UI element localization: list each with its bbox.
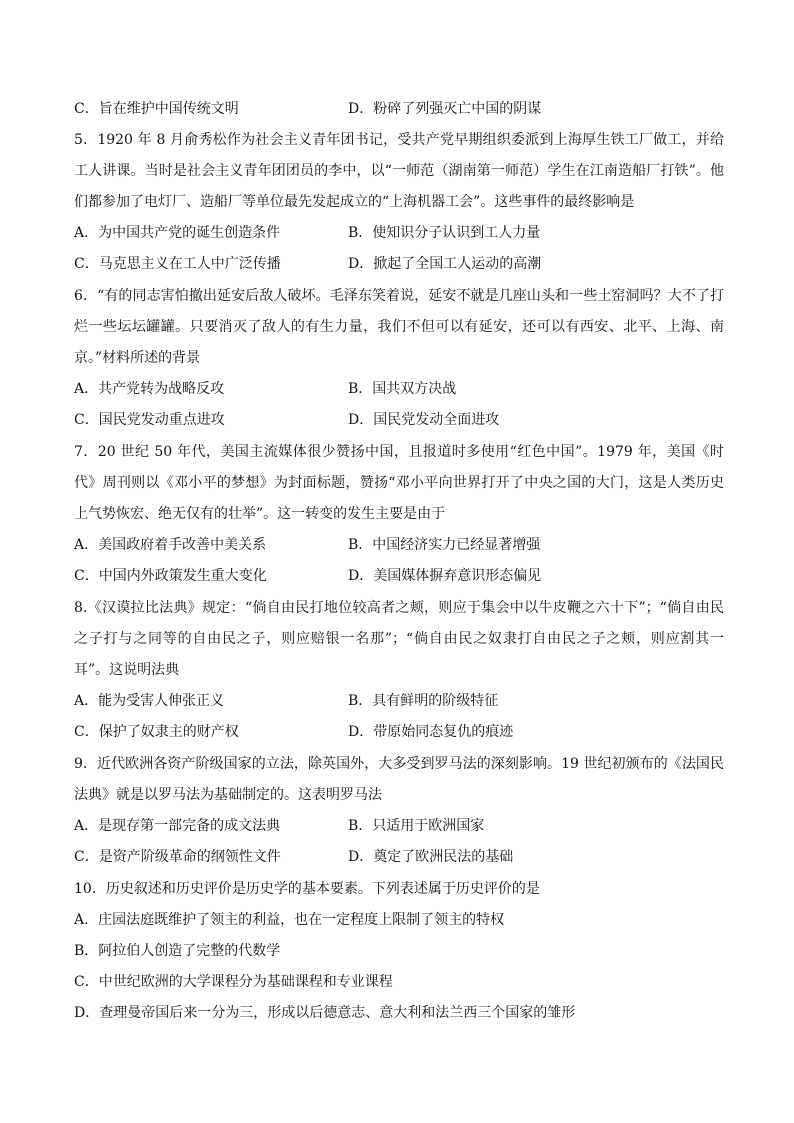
option-d[interactable]: D．查理曼帝国后来一分为三，形成以后德意志、意大利和法兰西三个国家的雏形 (74, 1005, 576, 1021)
question-8 (74, 593, 724, 748)
option-a[interactable]: A．是现存第一部完备的成文法典 (74, 818, 281, 834)
option-b[interactable]: B．国共双方决战 (348, 381, 457, 397)
question-5-options (74, 218, 724, 280)
option-a[interactable]: A．共产党转为战略反攻 (74, 381, 225, 397)
option-c[interactable]: C．保护了奴隶主的财产权 (74, 724, 239, 740)
option-d[interactable]: D．粉碎了列强灭亡中国的阴谋 (348, 101, 542, 117)
question-6-options (74, 374, 724, 436)
option-b[interactable]: B．使知识分子认识到工人力量 (348, 225, 541, 241)
question-6 (74, 281, 724, 436)
option-a[interactable]: A．能为受害人伸张正义 (74, 693, 225, 709)
question-7-stem: 7．20 世纪 50 年代，美国主流媒体很少赞扬中国，且报道时多使用“红色中国”。1979 年，美国《时代》周刊则以《邓小平的梦想》为封面标题，赞扬“邓小平向世界打开了中央之国的大门，这是人类历史上气势恢宏、绝无仅有的壮举”。这一转变的发生主要是由于 (74, 444, 724, 522)
option-d[interactable]: D．带原始同态复仇的痕迹 (348, 724, 514, 740)
option-c[interactable]: C．马克思主义在工人中广泛传播 (74, 256, 281, 272)
question-4-options (74, 94, 724, 125)
option-b[interactable]: B．只适用于欧洲国家 (348, 818, 485, 834)
option-a[interactable]: A．为中国共产党的诞生创造条件 (74, 225, 281, 241)
option-a[interactable]: A．美国政府着手改善中美关系 (74, 537, 267, 553)
question-6-stem: 6．“有的同志害怕撤出延安后敌人破坏。毛泽东笑着说，延安不就是几座山头和一些土窑洞吗？大不了打烂一些坛坛罐罐。只要消灭了敌人的有生力量，我们不但可以有延安，还可以有西安、北平、上海、南京。”材料所述的背景 (74, 288, 724, 366)
question-8-options (74, 686, 724, 748)
question-9 (74, 749, 724, 873)
option-d[interactable]: D．奠定了欧洲民法的基础 (348, 849, 514, 865)
question-5 (74, 125, 724, 280)
option-a[interactable]: A．庄园法庭既维护了领主的利益，也在一定程度上限制了领主的特权 (74, 912, 505, 928)
question-9-options (74, 811, 724, 873)
question-4-tail (74, 94, 724, 125)
option-b[interactable]: B．阿拉伯人创造了完整的代数学 (74, 943, 281, 959)
option-c[interactable]: C．是资产阶级革命的纲领性文件 (74, 849, 281, 865)
option-c[interactable]: C．中世纪欧洲的大学课程分为基础课程和专业课程 (74, 974, 393, 990)
option-b[interactable]: B．具有鲜明的阶级特征 (348, 693, 499, 709)
question-5-stem: 5．1920 年 8 月俞秀松作为社会主义青年团书记，受共产党早期组织委派到上海厚生铁工厂做工，并给工人讲课。当时是社会主义青年团团员的李中，以“一师范（湖南第一师范）学生在江南造船厂打铁”。他们都参加了电灯厂、造船厂等单位最先发起成立的“上海机器工会”。这些事件的最终影响是 (74, 132, 724, 210)
option-d[interactable]: D．国民党发动全面进攻 (348, 412, 500, 428)
question-7-options (74, 530, 724, 592)
question-7 (74, 437, 724, 592)
question-8-stem: 8.《汉谟拉比法典》规定：“倘自由民打地位较高者之颊，则应于集会中以牛皮鞭之六十下”；“倘自由民之子打与之同等的自由民之子，则应赔银一名那”；“倘自由民之奴隶打自由民之子之颊，则应割其一耳”。这说明法典 (74, 600, 724, 678)
option-c[interactable]: C．中国内外政策发生重大变化 (74, 568, 267, 584)
question-10-stem: 10．历史叙述和历史评价是历史学的基本要素。下列表述属于历史评价的是 (74, 881, 540, 897)
question-9-stem: 9．近代欧洲各资产阶级国家的立法，除英国外，大多受到罗马法的深刻影响。19 世纪初颁布的《法国民法典》就是以罗马法为基础制定的。这表明罗马法 (74, 756, 724, 803)
option-b[interactable]: B．中国经济实力已经显著增强 (348, 537, 541, 553)
option-c[interactable]: C．国民党发动重点进攻 (74, 412, 225, 428)
option-d[interactable]: D．掀起了全国工人运动的高潮 (348, 256, 542, 272)
option-c[interactable]: C．旨在维护中国传统文明 (74, 101, 239, 117)
option-d[interactable]: D．美国媒体摒弃意识形态偏见 (348, 568, 542, 584)
question-10 (74, 874, 724, 1029)
